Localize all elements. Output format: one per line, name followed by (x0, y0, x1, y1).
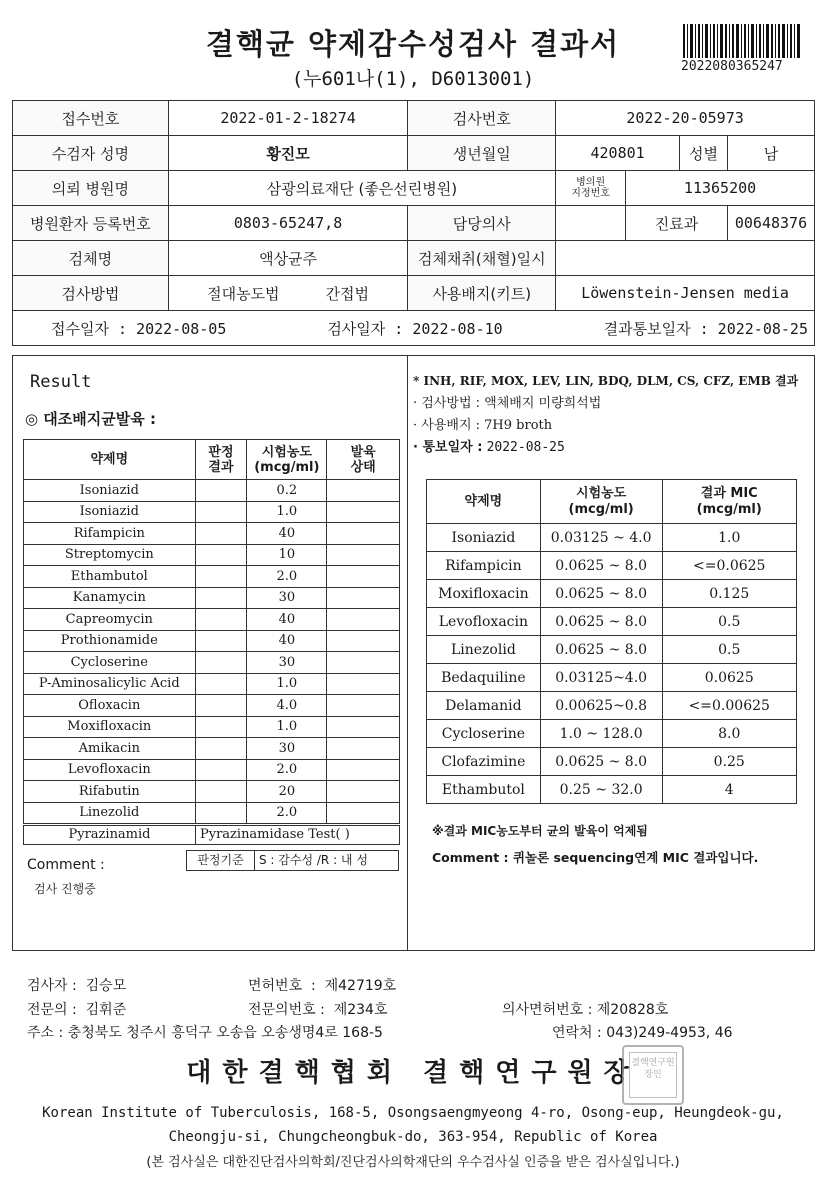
cell-drug: Isoniazid (427, 524, 541, 552)
hospital-label: 의뢰 병원명 (13, 171, 169, 206)
tested-date: 검사일자 : 2022-08-10 (327, 319, 503, 338)
patient-reg-value: 0803-65247,8 (168, 206, 408, 241)
cell-drug: Linezolid (427, 636, 541, 664)
cell-conc: 20 (247, 781, 327, 803)
cell-result (195, 716, 247, 738)
accession-value: 2022-01-2-18274 (168, 101, 408, 136)
cell-result (195, 759, 247, 781)
cell-mic: 0.5 (662, 636, 797, 664)
cell-result (195, 480, 247, 502)
patient-reg-label: 병원환자 등록번호 (13, 206, 169, 241)
col-growth: 발육 상태 (327, 440, 400, 480)
table-row (24, 695, 400, 717)
barcode (683, 24, 801, 58)
table-row (427, 636, 797, 664)
cell-conc: 1.0 (247, 501, 327, 523)
cell-range: 0.03125~4.0 (540, 664, 662, 692)
mic-media-line: · 사용배지 : 7H9 broth (413, 418, 553, 433)
cell-range: 0.25 ~ 32.0 (540, 776, 662, 804)
cell-range: 0.0625 ~ 8.0 (540, 580, 662, 608)
cell-growth (327, 609, 400, 631)
cell-drug: Rifampicin (427, 552, 541, 580)
cell-mic: 0.125 (662, 580, 797, 608)
cell-drug: Prothionamide (24, 630, 196, 652)
table-row (24, 738, 400, 760)
certification-note: (본 검사실은 대한진단검사의학회/진단검사의학재단의 우수검사실 인증을 받은 검사실입니다.) (146, 1155, 680, 1170)
test-no-value: 2022-20-05973 (556, 101, 815, 136)
cell-result (195, 501, 247, 523)
cell-drug: Linezolid (24, 802, 196, 824)
criteria-label: 판정기준 (187, 851, 255, 870)
cell-result (195, 673, 247, 695)
cell-mic: <=0.00625 (662, 692, 797, 720)
cell-drug: Isoniazid (24, 480, 196, 502)
cell-mic: <=0.0625 (662, 552, 797, 580)
cell-drug: P-Aminosalicylic Acid (24, 673, 196, 695)
patient-name-value: 황진모 (168, 136, 408, 171)
mic-col-range: 시험농도 (mcg/ml) (540, 480, 662, 524)
cell-conc: 30 (247, 652, 327, 674)
cell-result (195, 587, 247, 609)
table-row (24, 630, 400, 652)
table-row (24, 609, 400, 631)
doctor-value (556, 206, 626, 241)
cell-growth (327, 802, 400, 824)
cell-drug: Cycloserine (427, 720, 541, 748)
dept-value: 00648376 (727, 206, 814, 241)
col-judgement: 판정 결과 (195, 440, 247, 480)
cell-growth (327, 480, 400, 502)
dept-label: 진료과 (626, 206, 728, 241)
cell-growth (327, 738, 400, 760)
table-row (427, 776, 797, 804)
table-row (24, 544, 400, 566)
dob-label: 생년월일 (408, 136, 556, 171)
hospital-value: 삼광의료재단 (좋은선린병원) (168, 171, 555, 206)
table-row (427, 524, 797, 552)
table-row (24, 759, 400, 781)
cell-growth (327, 544, 400, 566)
dob-value: 420801 (556, 136, 680, 171)
cell-result (195, 566, 247, 588)
cell-conc: 10 (247, 544, 327, 566)
cell-conc: 2.0 (247, 802, 327, 824)
cell-mic: 4 (662, 776, 797, 804)
cell-drug: Amikacin (24, 738, 196, 760)
patient-info-table (12, 100, 815, 346)
column-divider (407, 355, 408, 951)
cell-growth (327, 501, 400, 523)
cell-growth (327, 695, 400, 717)
cell-drug: Cycloserine (24, 652, 196, 674)
cell-result (195, 781, 247, 803)
result-heading: Result (30, 372, 92, 392)
table-row (427, 748, 797, 776)
table-row (24, 501, 400, 523)
table-row (24, 781, 400, 803)
mic-note: ※결과 MIC농도부터 균의 발육이 억제됨 (432, 824, 648, 838)
cell-range: 0.0625 ~ 8.0 (540, 636, 662, 664)
table-row (427, 608, 797, 636)
left-comment-label: Comment : (27, 857, 105, 873)
cell-growth (327, 673, 400, 695)
cell-drug: Rifampicin (24, 523, 196, 545)
media-value: Löwenstein-Jensen media (556, 276, 815, 311)
report-title: 결핵균 약제감수성검사 결과서 (205, 27, 621, 61)
table-row (24, 523, 400, 545)
cell-drug: Rifabutin (24, 781, 196, 803)
dates-row (13, 311, 815, 346)
cell-growth (327, 630, 400, 652)
table-row (427, 692, 797, 720)
cell-range: 0.0625 ~ 8.0 (540, 748, 662, 776)
criteria-box (186, 850, 399, 871)
contact: 연락처 : 043)249-4953, 46 (552, 1025, 733, 1041)
pyrazinamid-row (23, 825, 400, 845)
table-row (427, 580, 797, 608)
doctor-license: 의사면허번호 : 제20828호 (502, 1002, 669, 1018)
cell-conc: 1.0 (247, 716, 327, 738)
cell-conc: 2.0 (247, 759, 327, 781)
cell-result (195, 609, 247, 631)
mic-comment: Comment : 퀴놀론 sequencing연계 MIC 결과입니다. (432, 850, 759, 865)
criteria-value: S : 감수성 /R : 내 성 (259, 853, 368, 867)
cell-conc: 30 (247, 738, 327, 760)
collection-label: 검체채취(채혈)일시 (408, 241, 556, 276)
cell-result (195, 738, 247, 760)
table-row (24, 587, 400, 609)
cell-drug: Delamanid (427, 692, 541, 720)
cell-drug: Capreomycin (24, 609, 196, 631)
examiner-license: 면허번호 : 제42719호 (248, 978, 397, 994)
col-drug: 약제명 (24, 440, 196, 480)
cell-drug: Clofazimine (427, 748, 541, 776)
cell-growth (327, 523, 400, 545)
cell-conc: 0.2 (247, 480, 327, 502)
media-label: 사용배지(키트) (408, 276, 556, 311)
received-date: 접수일자 : 2022-08-05 (51, 319, 227, 338)
mic-report-date: · 통보일자 : 2022-08-25 (413, 440, 565, 455)
cell-drug: Isoniazid (24, 501, 196, 523)
specimen-value: 액상균주 (168, 241, 408, 276)
table-row (24, 566, 400, 588)
mic-col-drug: 약제명 (427, 480, 541, 524)
specimen-label: 검체명 (13, 241, 169, 276)
cell-drug: Moxifloxacin (427, 580, 541, 608)
mic-col-result: 결과 MIC (mcg/ml) (662, 480, 797, 524)
accession-label: 접수번호 (13, 101, 169, 136)
cell-conc: 40 (247, 523, 327, 545)
cell-range: 0.03125 ~ 4.0 (540, 524, 662, 552)
address: 주소 : 충청북도 청주시 흥덕구 오송읍 오송생명4로 168-5 (27, 1025, 383, 1041)
test-no-label: 검사번호 (408, 101, 556, 136)
cell-growth (327, 587, 400, 609)
english-address-line-1: Korean Institute of Tuberculosis, 168-5, Osongsaengmyeong 4-ro, Osong-eup, Heungdeok-gu, (42, 1105, 784, 1121)
cell-growth (327, 652, 400, 674)
cell-drug: Ofloxacin (24, 695, 196, 717)
cell-mic: 0.5 (662, 608, 797, 636)
cell-result (195, 652, 247, 674)
collection-value (556, 241, 815, 276)
organization-name: 대한결핵협회 결핵연구원장 (186, 1058, 640, 1088)
sex-value: 남 (727, 136, 814, 171)
control-growth-heading: ◎ 대조배지균발육 : (25, 410, 156, 428)
sex-label: 성별 (680, 136, 728, 171)
cell-drug: Moxifloxacin (24, 716, 196, 738)
method-value: 절대농도법 간접법 (168, 276, 408, 311)
cell-conc: 30 (247, 587, 327, 609)
progress-note: 검사 진행중 (34, 882, 96, 896)
cell-growth (327, 716, 400, 738)
table-row (24, 652, 400, 674)
cell-growth (327, 566, 400, 588)
cell-result (195, 802, 247, 824)
cell-conc: 1.0 (247, 673, 327, 695)
cell-drug: Levofloxacin (24, 759, 196, 781)
hospital-code-value: 11365200 (626, 171, 815, 206)
table-row (24, 480, 400, 502)
table-row (24, 716, 400, 738)
cell-drug: Bedaquiline (427, 664, 541, 692)
hospital-code-label: 병의원 지정번호 (556, 171, 626, 206)
mic-table (426, 479, 797, 804)
table-row (427, 664, 797, 692)
doctor-label: 담당의사 (408, 206, 556, 241)
cell-drug: Ethambutol (24, 566, 196, 588)
official-seal: 결핵연구원장인 (622, 1045, 684, 1105)
cell-range: 0.0625 ~ 8.0 (540, 552, 662, 580)
cell-mic: 1.0 (662, 524, 797, 552)
cell-growth (327, 759, 400, 781)
cell-range: 1.0 ~ 128.0 (540, 720, 662, 748)
cell-result (195, 630, 247, 652)
table-row (427, 552, 797, 580)
pyrazinamid-test: Pyrazinamidase Test( ) (200, 827, 350, 842)
method-label: 검사방법 (13, 276, 169, 311)
cell-mic: 0.25 (662, 748, 797, 776)
table-row (24, 802, 400, 824)
cell-conc: 40 (247, 630, 327, 652)
cell-result (195, 523, 247, 545)
cell-growth (327, 781, 400, 803)
english-address-line-2: Cheongju-si, Chungcheongbuk-do, 363-954, Republic of Korea (168, 1129, 658, 1145)
specialist: 전문의 : 김휘준 (27, 1002, 127, 1018)
patient-name-label: 수검자 성명 (13, 136, 169, 171)
cell-mic: 8.0 (662, 720, 797, 748)
barcode-number: 2022080365247 (681, 59, 783, 74)
reported-date: 결과통보일자 : 2022-08-25 (603, 319, 808, 338)
cell-drug: Streptomycin (24, 544, 196, 566)
cell-drug: Levofloxacin (427, 608, 541, 636)
table-row (24, 673, 400, 695)
mic-method-line: · 검사방법 : 액체배지 미량희석법 (413, 396, 602, 411)
cell-drug: Kanamycin (24, 587, 196, 609)
pyrazinamid-label: Pyrazinamid (24, 826, 196, 844)
table-row (427, 720, 797, 748)
mic-drugs-line: * INH, RIF, MOX, LEV, LIN, BDQ, DLM, CS, CFZ, EMB 결과 (413, 374, 799, 388)
cell-conc: 4.0 (247, 695, 327, 717)
examiner: 검사자 : 김승모 (27, 978, 127, 994)
col-concentration: 시험농도 (mcg/ml) (247, 440, 327, 480)
cell-conc: 40 (247, 609, 327, 631)
report-code: (누601나(1), D6013001) (291, 68, 535, 90)
cell-range: 0.0625 ~ 8.0 (540, 608, 662, 636)
absolute-concentration-table (23, 439, 400, 824)
cell-drug: Ethambutol (427, 776, 541, 804)
cell-result (195, 544, 247, 566)
cell-result (195, 695, 247, 717)
specialist-number: 전문의번호 : 제234호 (248, 1002, 388, 1018)
cell-range: 0.00625~0.8 (540, 692, 662, 720)
cell-conc: 2.0 (247, 566, 327, 588)
cell-mic: 0.0625 (662, 664, 797, 692)
